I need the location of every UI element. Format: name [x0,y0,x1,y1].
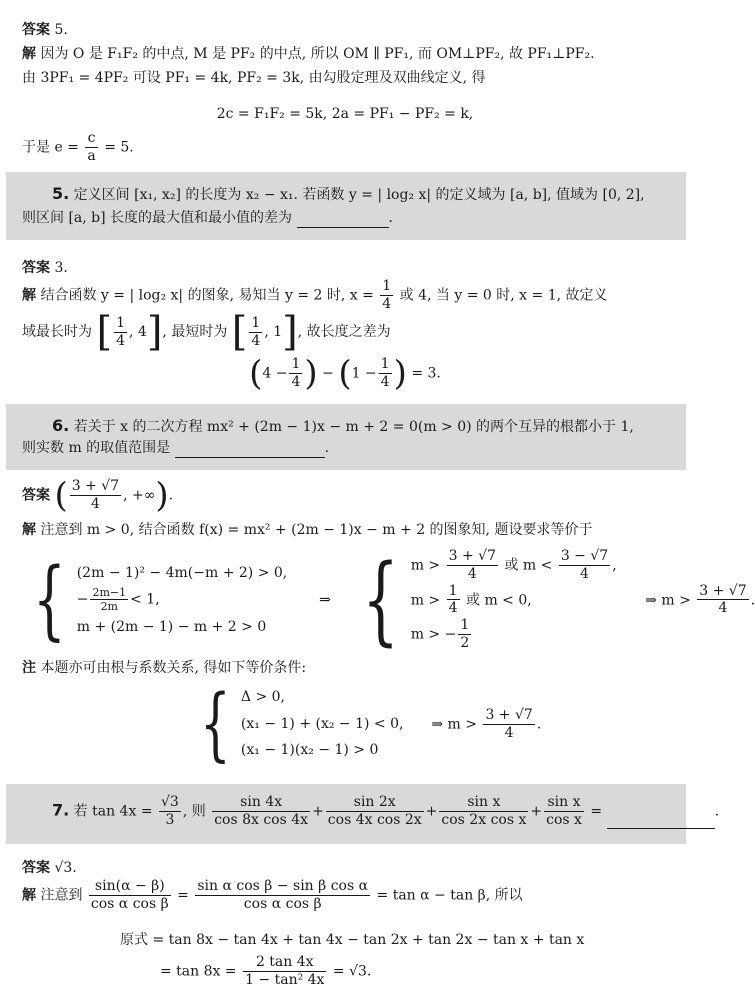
s7-answer: 答案 √3. [22,860,77,876]
s4-line2: 由 3PF₁ = 4PF₂ 可设 PF₁ = 4k, PF₂ = 3k, 由勾股定理及双曲线定义, 得 [22,70,486,86]
question-5-line2: 则区间 [a, b] 长度的最大值和最小值的差为 . [22,208,674,228]
s6-line1: 解 注意到 m > 0, 结合函数 f(x) = mx² + (2m − 1)x − m + 2 的图象知, 题设要求等价于 [22,522,593,538]
answer-blank [297,213,389,228]
s4-line3: 于是 e = $\frac{c}{a}$ = 5. [22,130,134,164]
fraction-one-quarter: $\frac{1}{4}$ [382,278,392,312]
answer-blank [175,443,325,458]
s6-note: 注 本题亦可由根与系数关系, 得如下等价条件: [22,660,307,676]
fraction-c-over-a: $\frac{c}{a}$ [87,130,96,164]
s5-line2: 域最长时为 [ $\frac{1}{4}$ , 4], 最短时为 [ $\frac{1}{4}$ , 1], 故长度之差为 [22,309,391,355]
s5-equation: (4 − $\frac{1}{4}$ ) − (1 − $\frac{1}{4}$ ) = 3. [249,353,441,394]
answer-blank [607,814,715,829]
s6-conditions: { Δ > 0, (x₁ − 1) + (x₂ − 1) < 0, (x₁ − 1)(x₂ − 1) > 0 ⇒ m > $\frac{3 + √7}{4}$ . [200,677,542,770]
s6-system: { (2m − 1)² − 4m(−m + 2) > 0, − $\frac{2m-1}{2m}$ < 1, m + (2m − 1) − m + 2 > 0 ⇒ { m > $\frac{3 + √7}{4}$ 或 m < $\frac{3 - √7}{4}$ , m > $\frac{1}{4}$ 或 m < 0, m > − $\frac{1}{2}$ ⇒ m > $\frac{3 + √7}{4}$ . [32,543,755,656]
s5-line1: 解 结合函数 y = | log₂ x| 的图象, 易知当 y = 2 时, x = $\frac{1}{4}$ 或 4, 当 y = 0 时, x = 1, 故定义 [22,278,608,312]
question-5-line1: 5. 定义区间 [x₁, x₂] 的长度为 x₂ − x₁. 若函数 y = | log₂ x| 的定义域为 [a, b], 值域为 [0, 2], [52,184,645,203]
question-7: 7. 若 tan 4x = $\frac{√3}{3}$ , 则 $\frac{\sin 4x}{\text{cos 8x cos 4x}}$ + $\frac{\sin 2x}{\text{cos 4x cos 2x}}$ + $\frac{\text{sin x}}{\text{cos 2x cos x}}$ + $\frac{\text{sin x}}{\text{cos x}}$ = . [52,794,720,828]
question-6-line1: 6. 若关于 x 的二次方程 mx² + (2m − 1)x − m + 2 = 0(m > 0) 的两个互异的根都小于 1, [52,416,634,435]
s4-equation: 2c = F₁F₂ = 5k, 2a = PF₁ − PF₂ = k, [216,106,474,122]
s7-line3: = tan 8x = $\frac{2 \tan 4x}{\text{1 − tan² 4x}}$ = √3. [160,954,372,988]
question-6-line2: 则实数 m 的取值范围是 . [22,438,674,458]
s4-line1: 解 因为 O 是 F₁F₂ 的中点, M 是 PF₂ 的中点, 所以 OM ∥ PF₁, 而 OM⊥PF₂, 故 PF₁⊥PF₂. [22,46,595,62]
s7-line1: 解 注意到 $\frac{\sin(\alpha - \beta)}{\text{cos α cos β}}$ = $\frac{\text{sin α cos β − sin β cos α}}{\text{cos α cos β}}$ = tan α − tan β, 所以 [22,878,523,912]
s4-answer: 答案 5. [22,22,68,38]
s7-line2: 原式 = tan 8x − tan 4x + tan 4x − tan 2x + tan 2x − tan x + tan x [120,932,585,948]
s6-answer: 答案 ( $\frac{3 + √7}{4}$ , +∞). [22,475,174,516]
s5-answer: 答案 3. [22,260,68,276]
